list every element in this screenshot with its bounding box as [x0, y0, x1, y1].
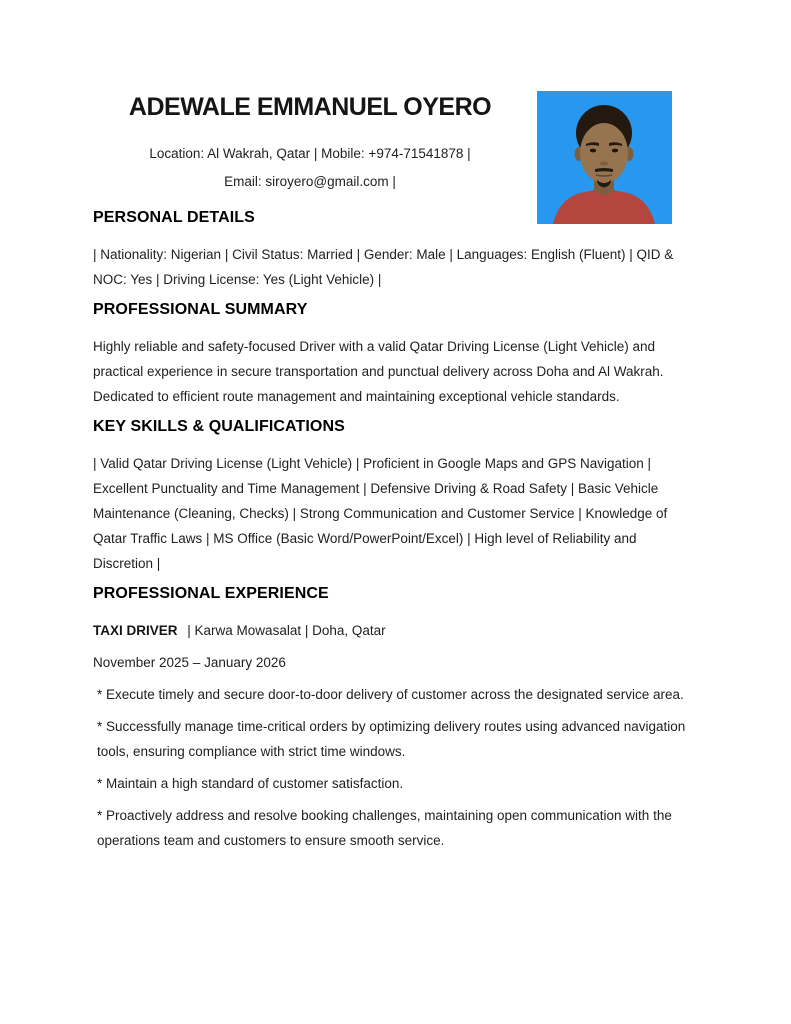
personal-details-text: | Nationality: Nigerian | Civil Status: Married | Gender: Male | Languages: English (Fluent) | QID & NOC: Yes | Driving License: Yes (Light Vehicle) |: [93, 247, 674, 287]
section-heading-key-skills: KEY SKILLS & QUALIFICATIONS: [93, 418, 345, 435]
resume-body: [93, 207, 690, 860]
left-eye: [590, 149, 596, 153]
right-eye: [612, 149, 618, 153]
section-heading-professional-summary: PROFESSIONAL SUMMARY: [93, 301, 308, 318]
contact-line-location-mobile: Location: Al Wakrah, Qatar | Mobile: +974-71541878 |: [149, 146, 471, 161]
job-bullet-3: * Maintain a high standard of customer satisfaction.: [97, 776, 404, 791]
professional-summary-text: Highly reliable and safety-focused Driver with a valid Qatar Driving License (Light Vehicle) and practical experience in secure transportation and punctual delivery across Doha and Al Wakrah. Dedicated to efficient route management and maintaining exceptional vehicle standards.: [93, 339, 664, 404]
candidate-name: ADEWALE EMMANUEL OYERO: [128, 93, 492, 121]
job-bullet-4: * Proactively address and resolve booking challenges, maintaining open communication with the operations team and customers to ensure smooth service.: [97, 808, 672, 848]
job-title-line: [93, 618, 690, 643]
job-company: | Karwa Mowasalat | Doha, Qatar: [187, 623, 386, 638]
job-bullet-1: * Execute timely and secure door-to-door delivery of customer across the designated service area.: [97, 687, 684, 702]
contact-line-email: Email: siroyero@gmail.com |: [224, 174, 396, 189]
profile-portrait-illustration: [537, 91, 672, 224]
section-heading-professional-experience: PROFESSIONAL EXPERIENCE: [93, 585, 329, 602]
job-dates: November 2025 – January 2026: [93, 655, 286, 670]
key-skills-text: | Valid Qatar Driving License (Light Vehicle) | Proficient in Google Maps and GPS Navigation | Excellent Punctuality and Time Management | Defensive Driving & Road Safety | Basic Vehicle Maintenance (Cleaning, Checks) | Strong Communication and Customer Service | Knowledge of Qatar Traffic Laws | MS Office (Basic Word/PowerPoint/Excel) | High level of Reliability and Discretion |: [93, 456, 668, 571]
nose: [600, 162, 609, 166]
face: [580, 123, 628, 183]
job-title: TAXI DRIVER: [93, 623, 178, 638]
resume-header: [93, 92, 527, 190]
job-bullet-2: * Successfully manage time-critical orders by optimizing delivery routes using advanced navigation tools, ensuring compliance with strict time windows.: [97, 719, 686, 759]
profile-photo: [537, 91, 672, 224]
section-heading-personal-details: PERSONAL DETAILS: [93, 209, 255, 226]
